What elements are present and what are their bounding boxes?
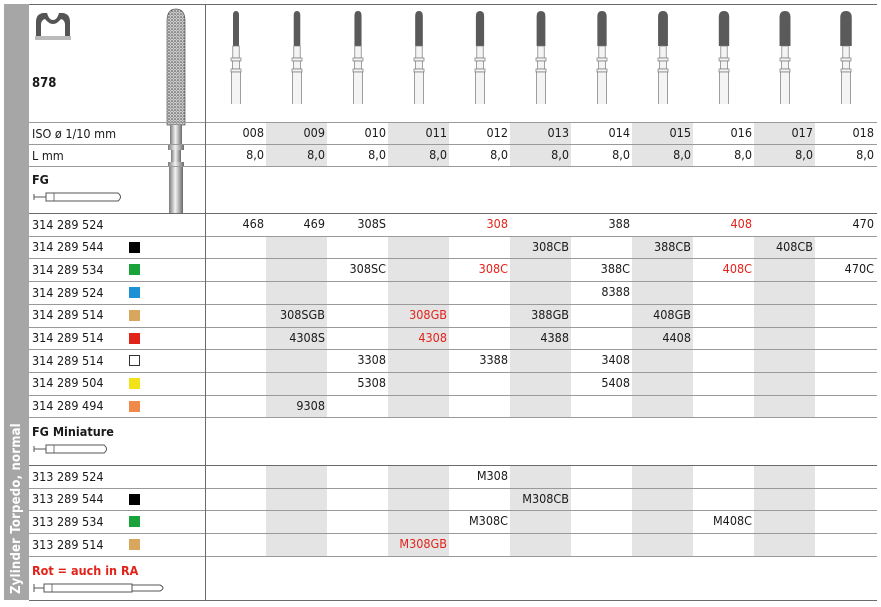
product-table [29,4,877,600]
ra-shank-icon [32,580,172,596]
row-divider [29,327,877,328]
table-cell: 3408 [601,352,630,368]
table-cell: M308GB [399,536,447,552]
grit-color-swatch [129,287,140,298]
grit-color-swatch [129,355,140,366]
section-fg-miniature-label: FG Miniature [32,423,114,439]
bur-size-illustration [407,8,431,104]
grit-color-swatch [129,516,140,527]
section-fg-label: FG [32,171,49,187]
figure-number: 878 [32,76,57,91]
table-cell: 8388 [601,284,630,300]
iso-size-cell: 011 [425,125,447,140]
row-divider [29,600,877,601]
table-cell: 469 [303,216,325,231]
row-divider [29,304,877,305]
table-cell: 308S [357,216,386,231]
bur-size-illustration [651,8,675,104]
row-divider [29,533,877,534]
article-code: 314 289 514 [32,330,104,345]
bur-size-illustration [834,8,858,104]
iso-size-cell: 014 [608,125,630,140]
table-cell: 9308 [296,397,325,413]
length-cell: 8,0 [490,147,508,162]
iso-size-cell: 012 [486,125,508,140]
article-code: 314 289 514 [32,307,104,323]
grit-color-swatch [129,494,140,505]
table-cell: 308C [478,261,508,277]
table-cell: 5408 [601,374,630,390]
table-cell: 408C [722,261,752,277]
row-divider [29,4,877,5]
length-cell: 8,0 [429,147,447,162]
table-cell: 470C [844,261,874,277]
table-cell: 4388 [540,329,569,345]
column-divider [205,4,206,600]
table-cell: 408GB [653,306,691,322]
article-code: 313 289 544 [32,491,104,507]
article-code: 313 289 534 [32,513,104,529]
grit-color-swatch [129,401,140,412]
bur-size-illustration [712,8,736,104]
iso-size-cell: 010 [364,125,386,140]
row-divider [29,281,877,282]
grit-color-swatch [129,539,140,550]
row-divider [29,166,877,167]
table-cell: 308GB [409,306,447,322]
iso-size-cell: 017 [791,125,813,140]
length-cell: 8,0 [307,147,325,162]
iso-label: ISO ø 1/10 mm [32,125,117,141]
length-cell: 8,0 [368,147,386,162]
table-cell: 388CB [653,238,691,254]
table-cell: 408 [730,216,752,231]
length-cell: 8,0 [795,147,813,162]
bur-size-illustration [224,8,248,104]
length-cell: 8,0 [246,147,264,162]
grit-color-swatch [129,378,140,389]
row-divider [29,488,877,489]
bur-size-illustration [590,8,614,104]
bur-size-illustration [529,8,553,104]
table-cell: 3388 [479,352,508,368]
table-cell: M308C [468,513,508,529]
length-cell: 8,0 [551,147,569,162]
iso-size-cell: 016 [730,125,752,140]
sidebar-band [4,4,29,600]
fg-miniature-shank-icon [32,442,124,456]
article-code: 314 289 534 [32,261,104,277]
row-divider [29,236,877,237]
large-bur-illustration [162,7,192,215]
table-cell: M408C [712,513,752,529]
length-cell: 8,0 [856,147,874,162]
sidebar-label: Zylinder Torpedo, normal [9,423,24,594]
iso-size-cell: 009 [303,125,325,140]
bur-size-illustration [346,8,370,104]
table-cell: 470 [852,216,874,231]
article-code: 314 289 524 [32,216,104,232]
table-cell: 5308 [357,374,386,390]
length-label: L mm [32,147,64,163]
length-cell: 8,0 [612,147,630,162]
table-cell: 3308 [357,352,386,368]
table-cell: 408CB [775,238,813,254]
article-code: 314 289 544 [32,239,104,255]
article-code: 314 289 514 [32,352,104,368]
grit-color-swatch [129,242,140,253]
rot-note: Rot = auch in RA [32,562,139,578]
table-cell: 468 [242,216,264,231]
length-cell: 8,0 [734,147,752,162]
article-code: 314 289 524 [32,284,104,300]
table-cell: M308 [476,468,508,483]
grit-color-swatch [129,264,140,275]
table-cell: 308SC [349,261,386,277]
crown-icon [33,10,73,42]
iso-size-cell: 008 [242,125,264,140]
table-cell: 4408 [662,329,691,345]
row-divider [29,417,877,418]
table-cell: 388 [608,216,630,231]
article-code: 313 289 524 [32,468,104,484]
fg-shank-icon [32,190,124,204]
table-cell: 4308S [289,329,325,345]
table-cell: 388C [600,261,630,277]
bur-size-illustration [468,8,492,104]
row-divider [29,372,877,373]
bur-size-illustration [773,8,797,104]
bur-size-illustration [285,8,309,104]
row-divider [29,395,877,396]
table-cell: 4308 [418,329,447,345]
table-cell: M308CB [522,490,569,506]
grit-color-swatch [129,310,140,321]
grit-color-swatch [129,333,140,344]
iso-size-cell: 013 [547,125,569,140]
iso-size-cell: 018 [852,125,874,140]
article-code: 314 289 494 [32,398,104,414]
table-cell: 308SGB [279,306,325,322]
row-divider [29,556,877,557]
table-cell: 308 [486,216,508,231]
iso-size-cell: 015 [669,125,691,140]
article-code: 313 289 514 [32,536,104,552]
table-cell: 388GB [531,306,569,322]
table-cell: 308CB [531,238,569,254]
length-cell: 8,0 [673,147,691,162]
article-code: 314 289 504 [32,375,104,391]
